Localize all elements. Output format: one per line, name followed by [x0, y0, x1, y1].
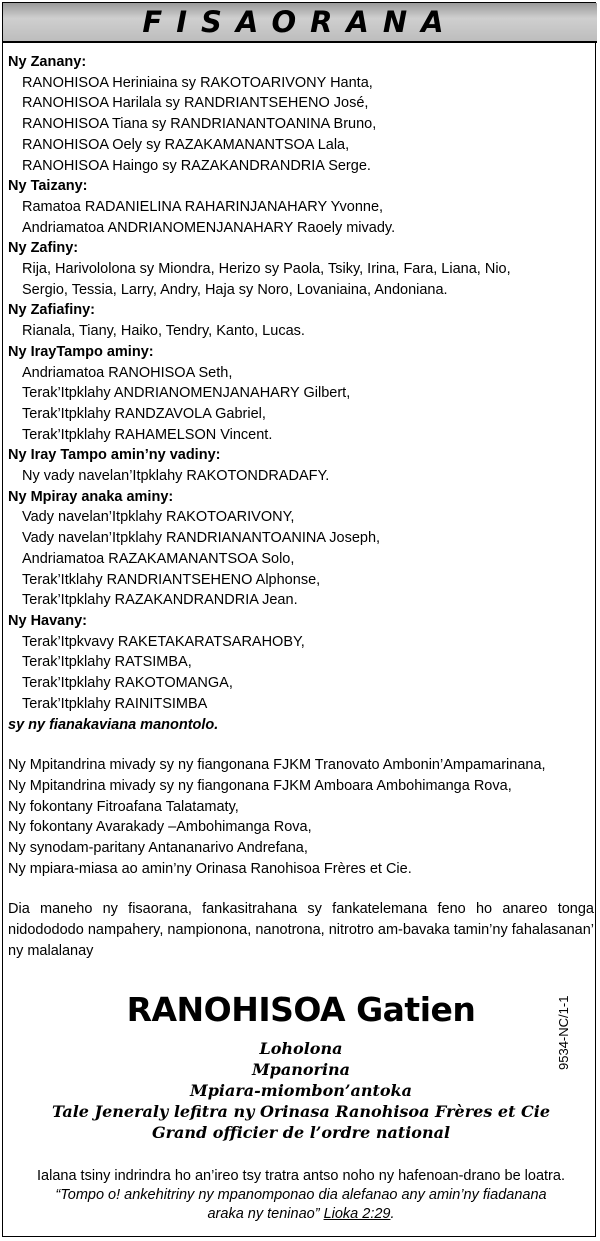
footer-block	[8, 1167, 594, 1224]
section-item: Terak’Itklahy RANDRIANTSEHENO Alphonse,	[22, 571, 321, 588]
section-item: Terak’Itpklahy RAHAMELSON Vincent.	[22, 426, 273, 443]
apology-line: Ialana tsiny indrindra ho an’ireo tsy tratra antso noho ny hafenoan-drano be loatra.	[37, 1168, 565, 1184]
section-item: Rianala, Tiany, Haiko, Tendry, Kanto, Lucas.	[22, 323, 305, 340]
section-item: Andriamatoa RAZAKAMANANTSOA Solo,	[22, 550, 295, 567]
section-item: Terak’Itpklahy ANDRIANOMENJANAHARY Gilbert,	[22, 385, 351, 402]
section-item: Vady navelan’Itpklahy RAKOTOARIVONY,	[22, 509, 295, 526]
section-item: RANOHISOA Harilala sy RANDRIANTSEHENO José,	[22, 95, 369, 112]
section-item: Terak’Itpklahy RANDZAVOLA Gabriel,	[22, 405, 266, 422]
section-item: Andriamatoa ANDRIANOMENJANAHARY Raoely mivady.	[22, 219, 396, 236]
deceased-title: Grand officier de l’ordre national	[151, 1123, 451, 1142]
deceased-title: Tale Jeneraly lefitra ny Orinasa Ranohisoa Frères et Cie	[51, 1102, 551, 1121]
bible-reference: Lioka 2:29	[323, 1206, 391, 1222]
bible-quote-text: araka ny teninao”	[207, 1206, 324, 1222]
deceased-name: RANOHISOA Gatien	[126, 990, 476, 1029]
section-heading: Ny Zafiafiny:	[8, 302, 96, 319]
also-thanked-item: Ny synodam-paritany Antananarivo Andrefana,	[8, 840, 308, 857]
section-item: Terak’Itpkvavy RAKETAKARATSARAHOBY,	[22, 633, 305, 650]
section-item: Sergio, Tessia, Larry, Andry, Haja sy Noro, Lovaniaina, Andoniana.	[22, 281, 448, 298]
section-heading: Ny IrayTampo aminy:	[8, 343, 154, 360]
deceased-title: Mpanorina	[251, 1060, 351, 1079]
section-item: Ramatoa RADANIELINA RAHARINJANAHARY Yvonne,	[22, 198, 384, 215]
section-item: Ny vady navelan’Itpklahy RAKOTONDRADAFY.	[22, 468, 330, 485]
deceased-titles	[8, 1038, 594, 1143]
section-item: Terak’Itpklahy RAZAKANDRANDRIA Jean.	[22, 592, 298, 609]
section-heading: Ny Zanany:	[8, 54, 87, 70]
also-thanked-item: Ny fokontany Avarakady –Ambohimanga Rova,	[8, 819, 312, 836]
section-heading: Ny Havany:	[8, 612, 87, 629]
section-item: Terak’Itpklahy RAINITSIMBA	[22, 695, 208, 712]
quote-period: .	[390, 1206, 395, 1222]
section-heading: Ny Taizany:	[8, 178, 88, 195]
section-item: Terak’Itpklahy RAKOTOMANGA,	[22, 675, 233, 692]
also-thanked-item: Ny mpiara-miasa ao amin’ny Orinasa Ranohisoa Frères et Cie.	[8, 860, 412, 877]
section-item: Vady navelan’Itpklahy RANDRIANANTOANINA Joseph,	[22, 530, 381, 547]
also-thanked-item: Ny Mpitandrina mivady sy ny fiangonana FJKM Amboara Ambohimanga Rova,	[8, 777, 512, 794]
section-heading: Ny Zafiny:	[8, 240, 79, 257]
section-item: RANOHISOA Oely sy RAZAKAMANANTSOA Lala,	[22, 136, 350, 153]
section-item: RANOHISOA Tiana sy RANDRIANANTOANINA Bruno,	[22, 116, 377, 133]
bible-quote-line-1: “Tompo o! ankehitriny ny mpanomponao dia alefanao any amin’ny fiadanana	[55, 1187, 547, 1203]
section-item: RANOHISOA Haingo sy RAZAKANDRANDRIA Serge.	[22, 157, 371, 174]
deceased-title: Loholona	[259, 1039, 343, 1058]
closing-line: sy ny fianakaviana manontolo.	[8, 716, 219, 733]
section-item: Rija, Harivololona sy Miondra, Herizo sy Paola, Tsiky, Irina, Fara, Liana, Nio,	[22, 261, 511, 278]
family-sections	[8, 52, 594, 715]
section-item: RANOHISOA Heriniaina sy RAKOTOARIVONY Hanta,	[22, 74, 373, 91]
also-thanked-item: Ny fokontany Fitroafana Talatamaty,	[8, 798, 239, 815]
thanks-message: Dia maneho ny fisaorana, fankasitrahana sy fankatelemana feno ho anareo tonga nidodododo nampahery, nampionona, nanotrona, nitrotro am-bavaka tamin’ny fahalasanan’ ny malalanay	[8, 901, 594, 959]
notice-title: FISAORANA	[3, 3, 597, 43]
bible-quote-line-2	[8, 1205, 594, 1224]
section-heading: Ny Iray Tampo amin’ny vadiny:	[8, 447, 221, 464]
notice-body	[8, 52, 594, 962]
section-item: Terak’Itpklahy RATSIMBA,	[22, 654, 192, 671]
deceased-title: Mpiara-miombon’antoka	[190, 1081, 412, 1100]
also-thanked-item: Ny Mpitandrina mivady sy ny fiangonana FJKM Tranovato Ambonin’Ampamarinana,	[8, 757, 546, 774]
section-item: Andriamatoa RANOHISOA Seth,	[22, 364, 233, 381]
section-heading: Ny Mpiray anaka aminy:	[8, 488, 174, 505]
also-thanked-list	[8, 755, 594, 879]
reference-code: 9534-NC/1-1	[556, 995, 571, 1070]
